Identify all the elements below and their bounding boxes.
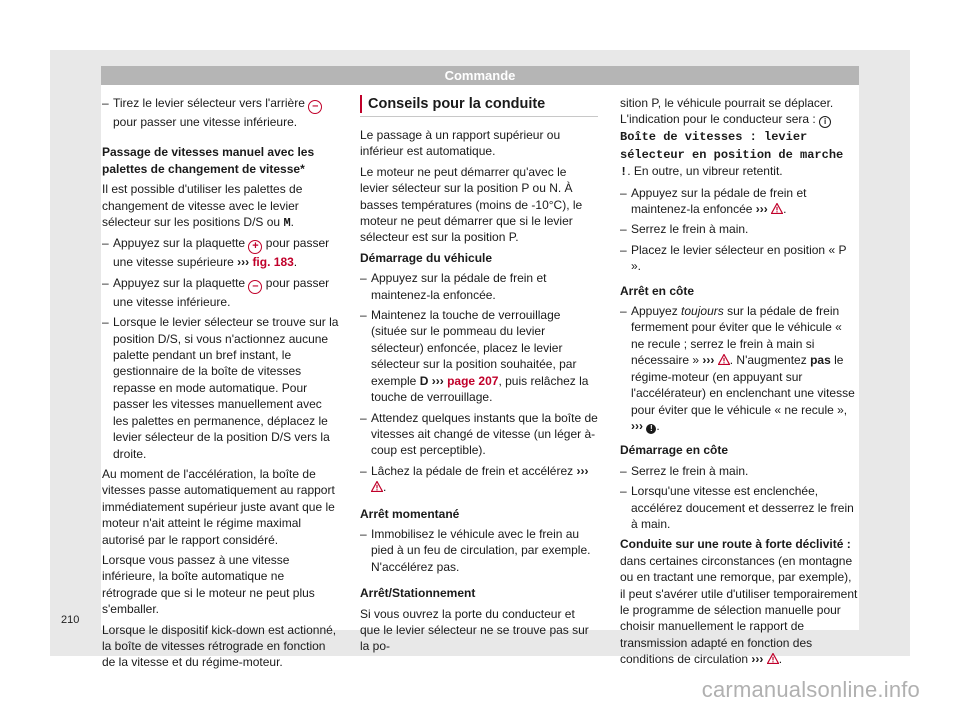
emphasis-text: pas <box>810 353 831 368</box>
section-header: Commande <box>101 66 859 85</box>
list-item-text: , puis relâchez la touche de verrouillage. <box>371 373 589 405</box>
list-item <box>102 235 340 270</box>
list-item-text: Maintenez la touche de verrouillage (située sur le pommeau du levier sélecteur) enfoncée, placez le levier sélecteur sur la position souhaitée, par exemple <box>371 308 577 388</box>
reference-arrow: ››› <box>631 418 643 433</box>
notice-icon[interactable]: ! <box>646 424 656 434</box>
reference-arrow: ››› <box>237 255 250 270</box>
column-3 <box>620 95 858 672</box>
list-item <box>360 463 598 496</box>
list-item <box>102 95 340 130</box>
subheading: Conduite sur une route à forte déclivité : <box>620 537 851 552</box>
section-heading-box <box>360 95 598 117</box>
list-item: – Lorsque le levier sélecteur se trouve sur la position D/S, si vous n'actionnez aucune palette pendant un bref instant, le gestionnaire de la boîte de vitesses repasse en mode automatique. Pour passer les vitesses manuellement avec les palettes en permanence, déplacez le levier sélecteur de la position D/S vers la droite. <box>102 314 340 462</box>
reference-arrow: ››› <box>751 652 764 667</box>
paragraph: Le passage à un rapport supérieur ou inférieur est automatique. <box>360 128 561 159</box>
figure-link[interactable]: fig. 183 <box>252 255 294 270</box>
list-item <box>620 185 858 218</box>
list-item: – Appuyez sur la pédale de frein et maintenez-la enfoncée. <box>360 270 598 303</box>
list-item-text: . <box>293 255 298 270</box>
list-item-text: Appuyez sur la pédale de frein et maintenez-la enfoncée <box>631 185 807 217</box>
list-item <box>102 275 340 310</box>
page-link[interactable]: page 207 <box>447 373 499 388</box>
paragraph: Lorsque le dispositif kick-down est actionné, la boîte de vitesses rétrograde en fonction de la vitesse et du régime-moteur. <box>102 622 337 670</box>
info-icon: i <box>819 116 831 128</box>
paragraph-text: sition P, le véhicule pourrait se déplacer. L'indication pour le conducteur sera : <box>620 96 834 127</box>
subheading: Démarrage du véhicule <box>360 250 493 265</box>
list-item <box>620 303 858 434</box>
warning-icon[interactable] <box>371 481 383 492</box>
warning-icon[interactable] <box>771 203 783 214</box>
paragraph-text: . <box>778 652 783 667</box>
section-heading: Conseils pour la conduite <box>360 95 598 113</box>
list-item-text: pour passer une vitesse supérieure <box>113 236 330 270</box>
reference-arrow: ››› <box>755 202 768 217</box>
list-item-text: Appuyez sur la plaquette <box>113 275 246 290</box>
minus-button-icon: – <box>308 100 322 114</box>
paragraph-text: dans certaines circonstances (en montagne ou en tractant une remorque, par exemple), il peut s'avérer utile d'utiliser temporairement le programme de sélection manuelle pour choisir manuellement le rapport de transmission adapté en fonction des conditions de circulation <box>620 553 858 667</box>
minus-button-icon: – <box>248 280 262 294</box>
list-item: – Serrez le frein à main. <box>620 221 858 237</box>
paragraph: Au moment de l'accélération, la boîte de vitesses passe automatiquement au rapport immédiatement supérieur juste avant que le moteur n'ait atteint le régime maximal autorisé par le rapport considéré. <box>102 466 335 547</box>
paragraph <box>620 95 858 181</box>
list-item-text: Appuyez sur la plaquette <box>113 236 246 251</box>
list-item-text: Lâchez la pédale de frein et accélérez <box>371 463 574 478</box>
list-item: – Attendez quelques instants que la boîte de vitesses ait changé de vitesse (un léger à-coup est perceptible). <box>360 410 598 459</box>
list-item: – Immobilisez le véhicule avec le frein au pied à un feu de circulation, par exemple. N'accélérez pas. <box>360 526 598 575</box>
list-item-text: Appuyez <box>631 304 678 319</box>
paragraph: Si vous ouvrez la porte du conducteur et que le levier sélecteur ne se trouve pas sur la po- <box>360 606 589 654</box>
list-item: – Lorsqu'une vitesse est enclenchée, accélérez doucement et desserrez le frein à main. <box>620 483 858 532</box>
subheading: Arrêt momentané <box>360 506 460 521</box>
list-item-text: Tirez le levier sélecteur vers l'arrière <box>113 96 305 110</box>
display-message: Boîte de vitesses : levier sélecteur en position de marche ! <box>620 130 844 180</box>
list-item-text: . <box>656 418 660 433</box>
paragraph-text: Il est possible d'utiliser les palettes de changement de vitesse avec le levier sélecteur sur les positions D/S ou <box>102 182 303 230</box>
subheading: Passage de vitesses manuel avec les palettes de changement de vitesse* <box>102 145 315 176</box>
list-item-text: . <box>383 480 387 495</box>
column-1 <box>102 95 340 675</box>
paragraph-text: . En outre, un vibreur retentit. <box>627 164 783 179</box>
column-2 <box>360 95 598 659</box>
warning-icon[interactable] <box>718 354 730 365</box>
paragraph: Lorsque vous passez à une vitesse inférieure, la boîte automatique ne rétrograde que si le moteur ne peut plus s'emballer. <box>102 552 315 617</box>
reference-arrow: ››› <box>576 463 589 478</box>
subheading: Démarrage en côte <box>620 443 729 458</box>
paragraph <box>620 553 858 668</box>
paragraph-text: . <box>290 215 294 230</box>
list-item-text: pour passer une vitesse inférieure. <box>113 275 330 309</box>
list-item-text: sur la pédale de frein fermement pour éviter que le véhicule « ne recule ; serrez le frein à main si nécessaire » <box>631 304 842 368</box>
list-item-text: . N'augmentez <box>729 353 807 368</box>
list-item <box>360 307 598 405</box>
paragraph <box>102 181 340 231</box>
paragraph: Le moteur ne peut démarrer qu'avec le levier sélecteur sur la position P ou N. À basses températures (moins de -10°C), le moteur ne peut démarrer que si le levier sélecteur est sur la position P. <box>360 164 583 245</box>
reference-arrow: ››› <box>702 353 715 368</box>
plus-button-icon: + <box>248 240 262 254</box>
emphasis-text: toujours <box>681 304 724 319</box>
warning-icon[interactable] <box>767 653 779 664</box>
list-item: – Placez le levier sélecteur en position « P ». <box>620 242 858 275</box>
subheading: Arrêt/Stationnement <box>360 586 476 601</box>
list-item-text: le régime-moteur (en appuyant sur l'accélérateur) en enclenchant une vitesse pour éviter que le véhicule « ne recule », <box>631 353 855 417</box>
gear-position: D <box>419 373 429 388</box>
mode-symbol: M <box>283 216 291 231</box>
page-number: 210 <box>61 614 80 626</box>
list-item-text: pour passer une vitesse inférieure. <box>113 115 298 129</box>
list-item: – Serrez le frein à main. <box>620 463 858 479</box>
list-item-text: . <box>783 202 787 217</box>
watermark: carmanualsonline.info <box>701 677 920 702</box>
reference-arrow: ››› <box>431 373 444 388</box>
subheading: Arrêt en côte <box>620 283 695 298</box>
